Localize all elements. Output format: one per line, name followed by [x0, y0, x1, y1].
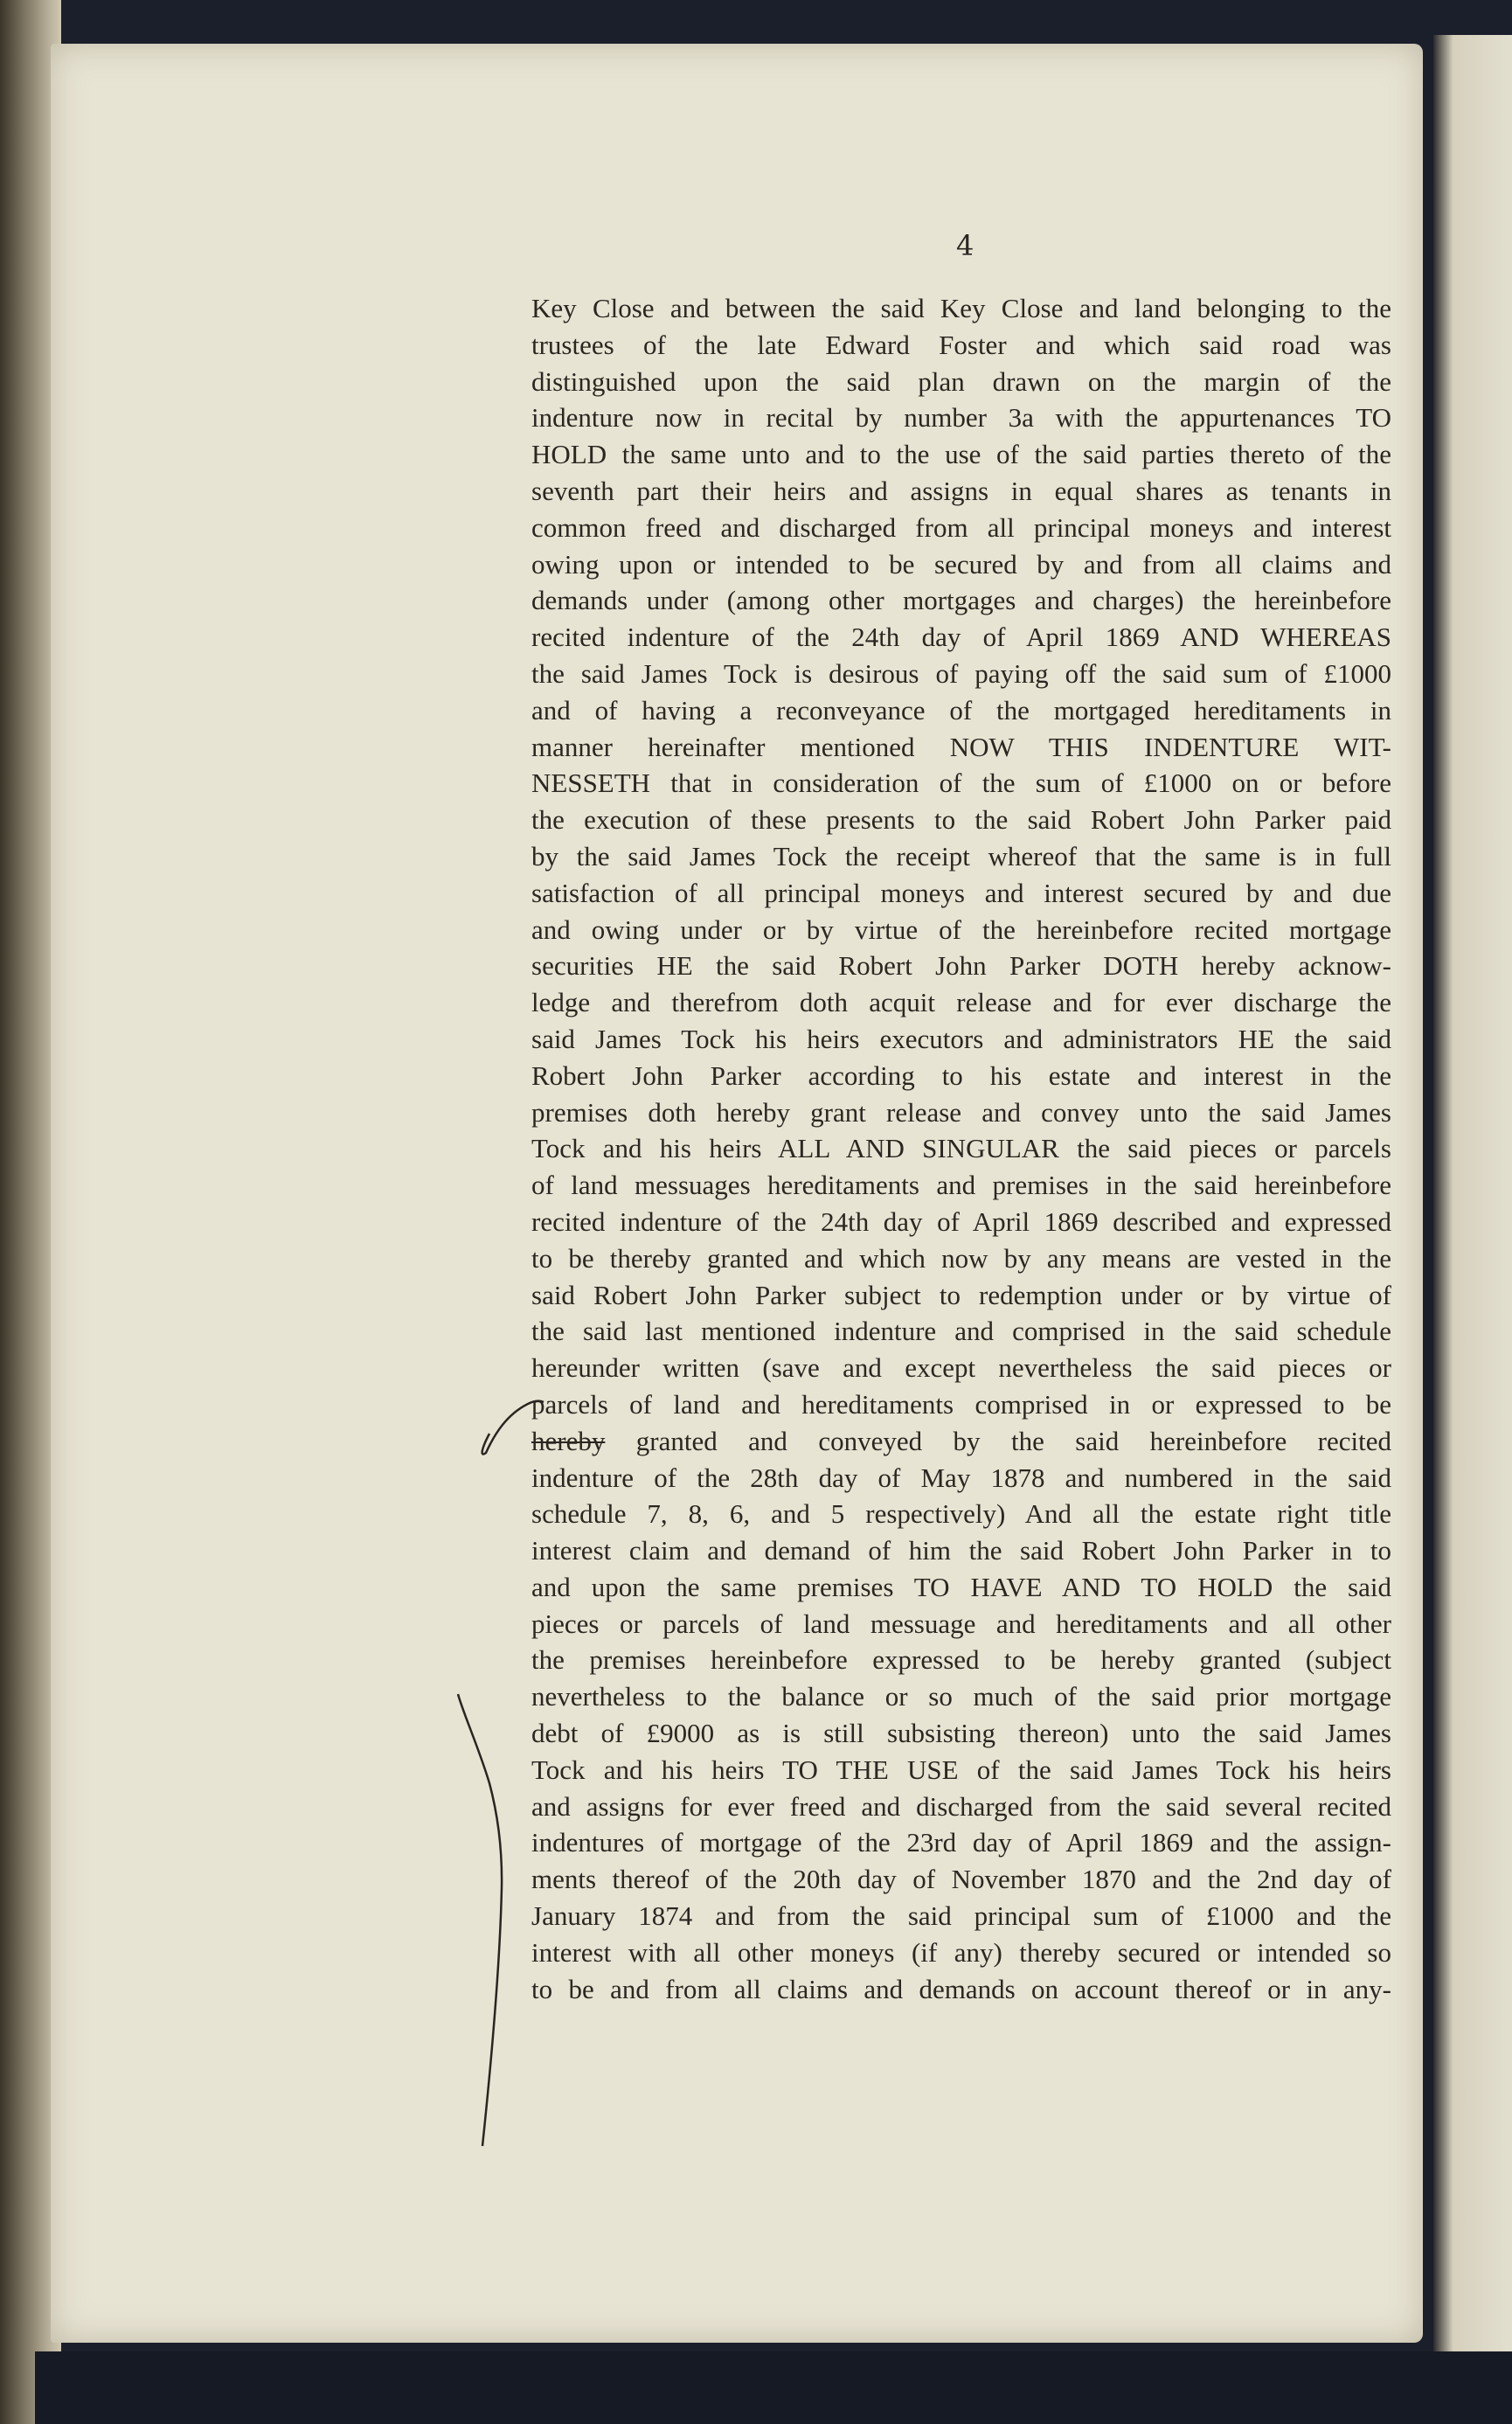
- text-line: the premises hereinbefore expressed to be hereby granted (subject: [531, 1644, 1391, 1676]
- text-line: pieces or parcels of land messuage and hereditaments and all other: [531, 1608, 1391, 1639]
- text-line: to be thereby granted and which now by any means are vested in the: [531, 1242, 1391, 1274]
- text-line: owing upon or intended to be secured by and from all claims and: [531, 548, 1391, 580]
- text-line: hereunder written (save and except nevertheless the said pieces or: [531, 1352, 1391, 1384]
- text-line: to be and from all claims and demands on account thereof or in any-: [531, 1973, 1391, 2004]
- page-number: 4: [956, 229, 974, 262]
- struck-word: hereby: [531, 1425, 606, 1456]
- text-line: the execution of these presents to the said Robert John Parker paid: [531, 804, 1391, 836]
- text-line: Key Close and between the said Key Close and land belonging to the: [531, 293, 1391, 323]
- text-line: Robert John Parker according to his estate and interest in the: [531, 1059, 1391, 1091]
- text-line: said James Tock his heirs executors and administrators HE the said: [531, 1023, 1391, 1054]
- text-line: indentures of mortgage of the 23rd day of April 1869 and the assign-: [531, 1827, 1391, 1858]
- text-line: debt of £9000 as is still subsisting thereon) unto the said James: [531, 1718, 1391, 1749]
- text-line: recited indenture of the 24th day of April 1869 AND WHEREAS: [531, 622, 1391, 653]
- text-line: schedule 7, 8, 6, and 5 respectively) And all the estate right title: [531, 1498, 1391, 1530]
- text-line: seventh part their heirs and assigns in equal shares as tenants in: [531, 475, 1391, 506]
- text-line: Tock and his heirs ALL AND SINGULAR the said pieces or parcels: [531, 1133, 1391, 1164]
- text-line: Tock and his heirs TO THE USE of the said James Tock his heirs: [531, 1754, 1391, 1785]
- text-line: and upon the same premises TO HAVE AND TO HOLD the said: [531, 1571, 1391, 1602]
- text-line: and owing under or by virtue of the hereinbefore recited mortgage: [531, 913, 1391, 945]
- text-line: interest claim and demand of him the said Robert John Parker in to: [531, 1535, 1391, 1566]
- scan-background: [35, 2351, 1512, 2424]
- text-line: distinguished upon the said plan drawn on the margin of the: [531, 365, 1391, 397]
- text-line: interest with all other moneys (if any) thereby secured or intended so: [531, 1936, 1391, 1968]
- text-line: of land messuages hereditaments and premises in the said hereinbefore: [531, 1170, 1391, 1201]
- text-line: NESSETH that in consideration of the sum of £1000 on or before: [531, 767, 1391, 799]
- text-line: by the said James Tock the receipt whereof that the same is in full: [531, 840, 1391, 872]
- adjacent-page-edge: [1433, 35, 1512, 2360]
- text-line: demands under (among other mortgages and charges) the hereinbefore: [531, 585, 1391, 616]
- text-line: and assigns for ever freed and discharged from the said several recited: [531, 1790, 1391, 1822]
- body-text: [531, 290, 1391, 2007]
- text-line: parcels of land and hereditaments comprised in or expressed to be: [531, 1388, 1391, 1420]
- text-line: January 1874 and from the said principal sum of £1000 and the: [531, 1900, 1391, 1932]
- text-line: the said last mentioned indenture and comprised in the said schedule: [531, 1316, 1391, 1347]
- text-line: nevertheless to the balance or so much of the said prior mortgage: [531, 1681, 1391, 1712]
- text-line: trustees of the late Edward Foster and which said road was: [531, 329, 1391, 360]
- text-line: premises doth hereby grant release and convey unto the said James: [531, 1096, 1391, 1128]
- text-line: securities HE the said Robert John Parker DOTH hereby acknow-: [531, 950, 1391, 982]
- text-line: indenture now in recital by number 3a with the appurtenances TO: [531, 402, 1391, 434]
- text-line: ledge and therefrom doth acquit release and for ever discharge the: [531, 987, 1391, 1018]
- text-line: HOLD the same unto and to the use of the said parties thereto of the: [531, 439, 1391, 470]
- text-line: said Robert John Parker subject to redemption under or by virtue of: [531, 1279, 1391, 1310]
- text-line: indenture of the 28th day of May 1878 and numbered in the said: [531, 1462, 1391, 1493]
- text-line: manner hereinafter mentioned NOW THIS INDENTURE WIT-: [531, 731, 1391, 762]
- text-line: recited indenture of the 24th day of April 1869 described and expressed: [531, 1205, 1391, 1237]
- line-remainder: granted and conveyed by the said hereinbefore recited: [605, 1425, 1391, 1456]
- text-line: the said James Tock is desirous of paying off the said sum of £1000: [531, 657, 1391, 689]
- text-line: satisfaction of all principal moneys and interest secured by and due: [531, 877, 1391, 908]
- text-line: and of having a reconveyance of the mortgaged hereditaments in: [531, 694, 1391, 726]
- text-line: common freed and discharged from all principal moneys and interest: [531, 511, 1391, 543]
- text-line: [531, 1423, 1391, 1460]
- text-line: ments thereof of the 20th day of November 1870 and the 2nd day of: [531, 1864, 1391, 1895]
